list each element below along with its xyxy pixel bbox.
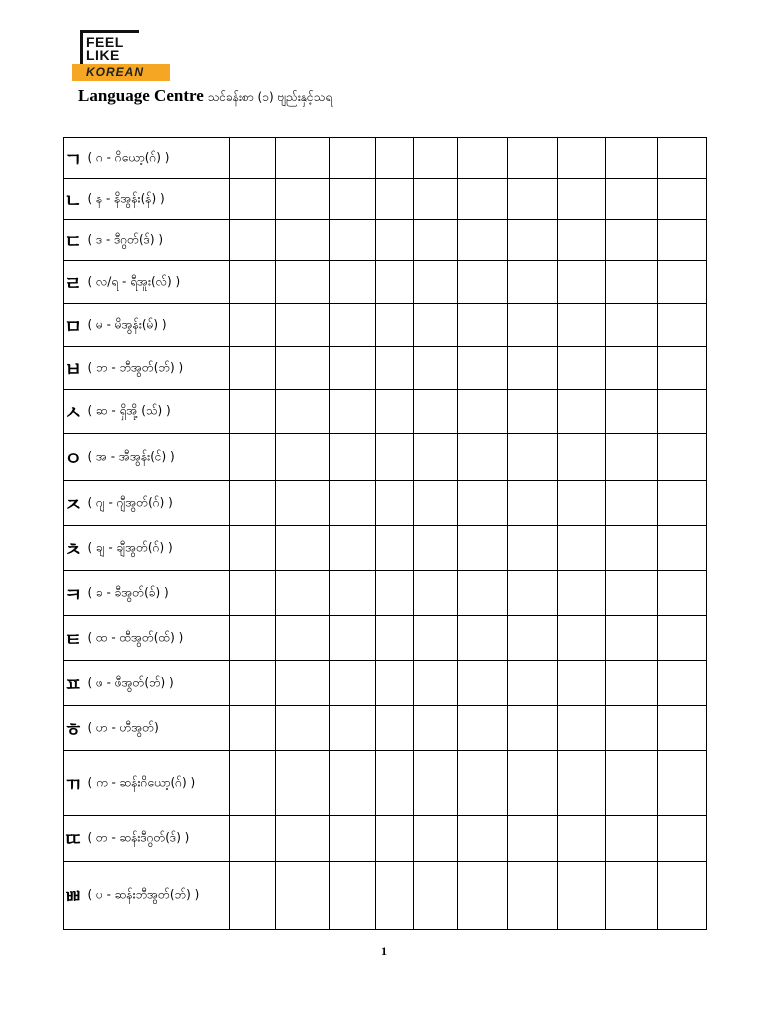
hangul-consonant: ㅇ (64, 447, 83, 470)
practice-cell (558, 526, 606, 571)
table-row (64, 347, 707, 390)
practice-cell (414, 816, 458, 862)
practice-cell (508, 434, 558, 481)
practice-cell (230, 138, 276, 179)
practice-cell (458, 571, 508, 616)
practice-cell (230, 862, 276, 930)
practice-cell (658, 434, 707, 481)
consonant-label-cell (64, 347, 230, 390)
hangul-consonant: ㅋ (64, 583, 83, 606)
consonant-label-cell (64, 434, 230, 481)
practice-cell (606, 347, 658, 390)
practice-cell (276, 481, 330, 526)
practice-cell (606, 616, 658, 661)
practice-cell (230, 347, 276, 390)
practice-cell (558, 304, 606, 347)
practice-cell (458, 616, 508, 661)
table-row (64, 862, 707, 930)
practice-cell (376, 571, 414, 616)
practice-cell (376, 434, 414, 481)
practice-cell (376, 179, 414, 220)
practice-cell (606, 304, 658, 347)
table-row (64, 481, 707, 526)
practice-cell (658, 706, 707, 751)
consonant-description: ( လ/ရ - ရီအူး(လ်) ) (87, 274, 181, 288)
practice-cell (276, 526, 330, 571)
practice-cell (508, 661, 558, 706)
consonant-description: ( တ - ဆန်းဒီဂွတ်(ဒ်) ) (87, 830, 190, 845)
table-row (64, 390, 707, 434)
practice-cell (508, 816, 558, 862)
practice-cell (376, 138, 414, 179)
practice-cell (458, 390, 508, 434)
practice-cell (330, 390, 376, 434)
practice-cell (558, 571, 606, 616)
hangul-consonant: ㄹ (64, 272, 83, 295)
practice-cell (658, 220, 707, 261)
table-row (64, 526, 707, 571)
practice-cell (658, 179, 707, 220)
practice-cell (508, 526, 558, 571)
hangul-consonant: ㄷ (64, 230, 83, 253)
practice-table (63, 137, 707, 930)
practice-cell (276, 179, 330, 220)
practice-cell (330, 816, 376, 862)
practice-cell (276, 616, 330, 661)
practice-cell (658, 616, 707, 661)
practice-cell (276, 571, 330, 616)
practice-cell (508, 138, 558, 179)
practice-cell (658, 526, 707, 571)
consonant-label-cell (64, 571, 230, 616)
practice-cell (558, 220, 606, 261)
logo-text-korean: KOREAN (86, 65, 145, 79)
consonant-label-cell (64, 816, 230, 862)
consonant-description: ( ခ - ခီအွတ်(ခ်) ) (87, 585, 169, 599)
hangul-consonant: ㅃ (64, 886, 83, 908)
practice-cell (376, 304, 414, 347)
practice-cell (558, 816, 606, 862)
consonant-label-cell (64, 862, 230, 930)
practice-cell (330, 138, 376, 179)
table-row (64, 751, 707, 816)
table-row (64, 434, 707, 481)
practice-cell (230, 390, 276, 434)
practice-cell (606, 390, 658, 434)
practice-cell (606, 434, 658, 481)
consonant-description: ( ဖ - ဖီအွတ်(ဘ်) ) (87, 675, 174, 689)
practice-cell (376, 390, 414, 434)
practice-cell (414, 261, 458, 304)
practice-cell (276, 347, 330, 390)
practice-cell (414, 526, 458, 571)
practice-cell (414, 304, 458, 347)
practice-cell (276, 862, 330, 930)
consonant-label-cell (64, 179, 230, 220)
practice-cell (658, 481, 707, 526)
consonant-description: ( ဆ - ရှိအို့ (သ်) ) (87, 403, 171, 418)
consonant-description: ( ထ - ထီအွတ်(ထ်) ) (87, 630, 184, 644)
practice-cell (558, 616, 606, 661)
practice-cell (330, 706, 376, 751)
logo-text-feel: FEEL (86, 34, 124, 50)
practice-cell (508, 706, 558, 751)
practice-cell (414, 706, 458, 751)
practice-cell (230, 434, 276, 481)
practice-cell (330, 526, 376, 571)
practice-cell (606, 261, 658, 304)
practice-cell (230, 526, 276, 571)
practice-cell (658, 661, 707, 706)
consonant-description: ( ဂ - ဂိယော့(ဂ်) ) (87, 150, 170, 164)
practice-cell (376, 862, 414, 930)
practice-cell (376, 481, 414, 526)
practice-cell (458, 220, 508, 261)
practice-cell (658, 390, 707, 434)
consonant-description: ( ဘ - ဘီအွတ်(ဘ်) ) (87, 360, 184, 374)
practice-cell (658, 138, 707, 179)
practice-cell (508, 862, 558, 930)
practice-cell (414, 220, 458, 261)
hangul-consonant: ㅎ (64, 718, 83, 741)
practice-cell (508, 751, 558, 816)
practice-cell (414, 616, 458, 661)
table-row (64, 138, 707, 179)
practice-cell (658, 571, 707, 616)
consonant-label-cell (64, 138, 230, 179)
practice-cell (414, 862, 458, 930)
practice-cell (458, 816, 508, 862)
consonant-label-cell (64, 751, 230, 816)
consonant-description: ( မ - မိအွန်း(မ်) ) (87, 317, 167, 331)
practice-cell (658, 862, 707, 930)
practice-cell (330, 862, 376, 930)
practice-cell (558, 390, 606, 434)
practice-cell (606, 862, 658, 930)
practice-cell (276, 304, 330, 347)
hangul-consonant: ㅍ (64, 673, 83, 696)
practice-cell (606, 526, 658, 571)
practice-cell (330, 571, 376, 616)
title-burmese: သင်ခန်းစာ (၁) ဗျည်းနှင့်သရ (207, 90, 333, 104)
consonant-description: ( ချ - ချီအွတ်(ဂ်) ) (87, 540, 173, 554)
practice-cell (558, 706, 606, 751)
title-english: Language Centre (78, 86, 204, 105)
practice-cell (376, 661, 414, 706)
practice-cell (458, 661, 508, 706)
page-title (78, 86, 332, 107)
practice-cell (508, 571, 558, 616)
practice-cell (658, 816, 707, 862)
practice-cell (606, 220, 658, 261)
table-row (64, 706, 707, 751)
consonant-label-cell (64, 304, 230, 347)
practice-cell (458, 179, 508, 220)
table-row (64, 661, 707, 706)
practice-cell (330, 751, 376, 816)
table-row (64, 220, 707, 261)
feel-like-korean-logo (72, 27, 170, 81)
hangul-consonant: ㄱ (64, 148, 83, 171)
practice-cell (414, 347, 458, 390)
practice-cell (330, 220, 376, 261)
hangul-consonant: ㄲ (64, 773, 83, 796)
practice-cell (276, 751, 330, 816)
consonant-description: ( အ - အီအွန်း(င်) ) (87, 449, 175, 463)
practice-cell (606, 661, 658, 706)
practice-cell (458, 138, 508, 179)
practice-cell (230, 481, 276, 526)
practice-cell (558, 481, 606, 526)
practice-cell (414, 751, 458, 816)
practice-cell (414, 481, 458, 526)
practice-cell (276, 706, 330, 751)
practice-cell (376, 261, 414, 304)
practice-cell (376, 347, 414, 390)
hangul-consonant: ㅊ (64, 538, 83, 561)
practice-cell (376, 706, 414, 751)
practice-cell (508, 261, 558, 304)
practice-cell (230, 616, 276, 661)
practice-cell (658, 304, 707, 347)
practice-cell (230, 571, 276, 616)
practice-cell (508, 347, 558, 390)
practice-cell (414, 661, 458, 706)
hangul-consonant: ㅌ (64, 628, 83, 651)
consonant-description: ( ဂျ - ဂျီအွတ်(ဂ်) ) (87, 495, 173, 509)
practice-cell (508, 179, 558, 220)
practice-cell (558, 138, 606, 179)
practice-cell (508, 390, 558, 434)
practice-cell (330, 616, 376, 661)
practice-cell (230, 816, 276, 862)
practice-cell (330, 481, 376, 526)
practice-cell (276, 390, 330, 434)
table-row (64, 616, 707, 661)
practice-cell (376, 751, 414, 816)
table-row (64, 304, 707, 347)
logo-text-like: LIKE (86, 47, 120, 63)
hangul-consonant: ㄸ (64, 829, 83, 851)
practice-cell (458, 304, 508, 347)
practice-cell (458, 261, 508, 304)
hangul-consonant: ㅂ (64, 358, 83, 381)
practice-cell (558, 862, 606, 930)
page-number: 1 (381, 944, 387, 958)
practice-cell (458, 862, 508, 930)
practice-cell (330, 661, 376, 706)
practice-cell (658, 261, 707, 304)
consonant-label-cell (64, 390, 230, 434)
practice-cell (230, 261, 276, 304)
practice-cell (606, 706, 658, 751)
practice-cell (376, 816, 414, 862)
practice-cell (330, 261, 376, 304)
practice-cell (376, 526, 414, 571)
consonant-label-cell (64, 661, 230, 706)
consonant-description: ( ဟ - ဟီအွတ်) (87, 720, 159, 734)
practice-cell (508, 304, 558, 347)
practice-cell (414, 138, 458, 179)
practice-cell (230, 706, 276, 751)
practice-cell (276, 816, 330, 862)
practice-cell (508, 220, 558, 261)
practice-cell (276, 261, 330, 304)
practice-cell (230, 304, 276, 347)
table-row (64, 571, 707, 616)
practice-cell (376, 220, 414, 261)
practice-cell (606, 481, 658, 526)
practice-cell (414, 434, 458, 481)
practice-cell (276, 434, 330, 481)
hangul-consonant: ㄴ (64, 189, 83, 212)
practice-cell (558, 347, 606, 390)
table-row (64, 816, 707, 862)
practice-cell (558, 261, 606, 304)
hangul-consonant: ㅁ (64, 315, 83, 338)
consonant-description: ( ပ - ဆန်းဘီအွတ်(ဘ်) ) (87, 887, 200, 902)
practice-cell (458, 434, 508, 481)
consonant-label-cell (64, 261, 230, 304)
practice-cell (606, 179, 658, 220)
practice-cell (414, 179, 458, 220)
practice-cell (606, 138, 658, 179)
consonant-label-cell (64, 706, 230, 751)
practice-cell (558, 179, 606, 220)
practice-cell (558, 751, 606, 816)
practice-cell (458, 481, 508, 526)
practice-cell (330, 347, 376, 390)
consonant-description: ( န - နိအွန်း(န်) ) (87, 191, 165, 205)
practice-cell (458, 751, 508, 816)
practice-cell (414, 390, 458, 434)
table-row (64, 261, 707, 304)
consonant-description: ( က - ဆန်းဂိယော့(ဂ်) ) (87, 775, 196, 789)
practice-cell (330, 304, 376, 347)
hangul-consonant: ㅅ (64, 402, 83, 424)
consonant-description: ( ဒ - ဒီဂွတ်(ဒ်) ) (87, 232, 164, 246)
practice-cell (658, 751, 707, 816)
practice-cell (230, 179, 276, 220)
practice-cell (230, 751, 276, 816)
practice-cell (276, 661, 330, 706)
practice-cell (606, 816, 658, 862)
practice-cell (558, 661, 606, 706)
practice-cell (376, 616, 414, 661)
practice-cell (658, 347, 707, 390)
consonant-label-cell (64, 481, 230, 526)
practice-cell (230, 661, 276, 706)
table-row (64, 179, 707, 220)
practice-cell (458, 526, 508, 571)
practice-cell (276, 138, 330, 179)
practice-cell (230, 220, 276, 261)
consonant-label-cell (64, 616, 230, 661)
practice-cell (606, 751, 658, 816)
practice-cell (508, 616, 558, 661)
practice-cell (458, 347, 508, 390)
practice-cell (458, 706, 508, 751)
practice-cell (276, 220, 330, 261)
practice-cell (414, 571, 458, 616)
consonant-label-cell (64, 220, 230, 261)
hangul-consonant: ㅈ (64, 493, 83, 516)
practice-cell (330, 434, 376, 481)
practice-cell (606, 571, 658, 616)
practice-cell (558, 434, 606, 481)
practice-cell (330, 179, 376, 220)
consonant-label-cell (64, 526, 230, 571)
practice-cell (508, 481, 558, 526)
